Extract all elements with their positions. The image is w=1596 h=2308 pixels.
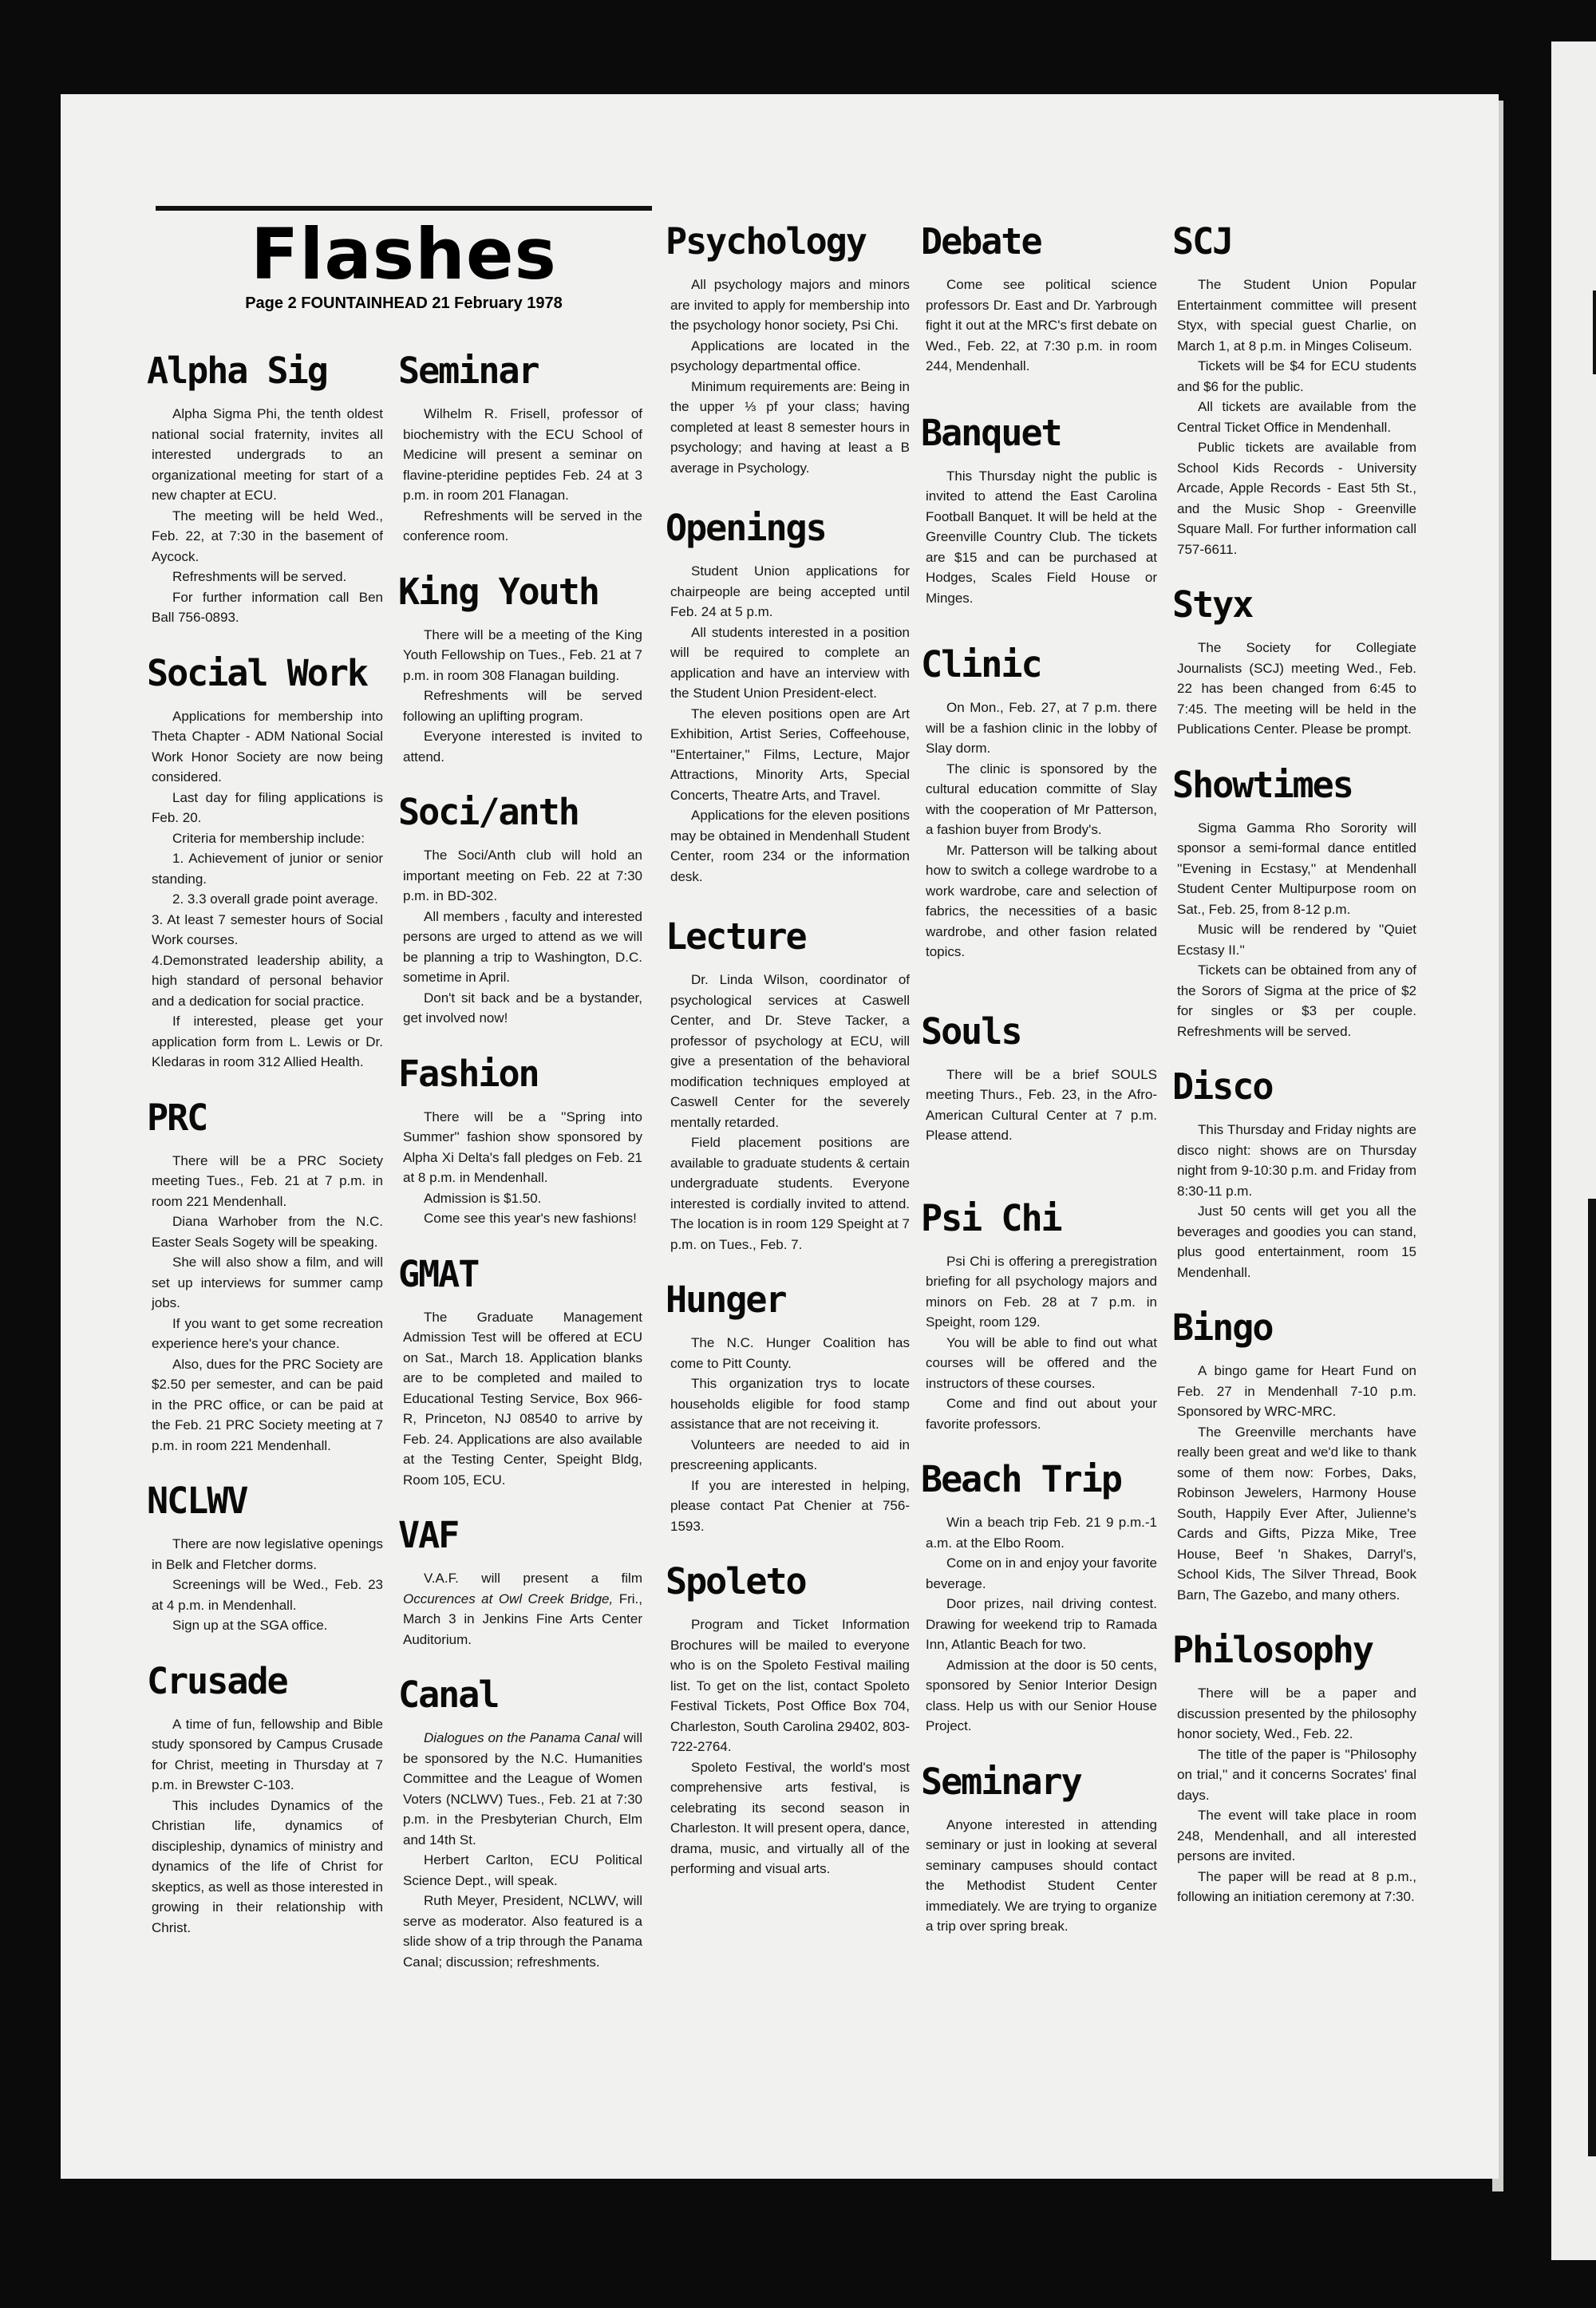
- article-paragraph: Applications for membership into Theta Chapter - ADM National Social Work Honor Society are now being considered.: [152, 708, 383, 784]
- article-heading: Clinic: [921, 643, 1041, 686]
- article-paragraph: Alpha Sigma Phi, the tenth oldest national social fraternity, invites all interested undergrads to an organizational meeting for start of a new chapter at ECU.: [152, 406, 383, 503]
- article-paragraph: There will be a meeting of the King Youth Fellowship on Tues., Feb. 21 at 7 p.m. in room 308 Flanagan building.: [403, 626, 642, 683]
- article-beach-trip: [921, 1458, 1157, 1737]
- article-paragraph: This organization trys to locate households eligible for food stamp assistance that are not receiving it.: [670, 1376, 910, 1432]
- article-vaf: [398, 1514, 642, 1650]
- article-paragraph: Just 50 cents will get you all the beverages and goodies you can stand, plus good entertainment, room 15 Mendenhall.: [1177, 1203, 1416, 1280]
- article-heading: Souls: [921, 1010, 1021, 1053]
- article-paragraph: Come on in and enjoy your favorite beverage.: [926, 1555, 1157, 1591]
- article-paragraph: Refreshments will be served in the conference room.: [403, 508, 642, 543]
- article-paragraph: Anyone interested in attending seminary or just in looking at several seminary campuses should contact the Methodist Student Center immediately. We are trying to organize a trip over spring break.: [926, 1816, 1157, 1934]
- article-paragraph: The Soci/Anth club will hold an important meeting on Feb. 22 at 7:30 p.m. in BD-302.: [403, 848, 642, 903]
- article-paragraph: 2. 3.3 overall grade point average.: [172, 891, 379, 907]
- column-5: [1172, 220, 1416, 1931]
- article-heading: Banquet: [921, 411, 1061, 454]
- article-nclwv: [147, 1480, 383, 1636]
- article-paragraph: If you want to get some recreation experience here's your chance.: [152, 1315, 383, 1351]
- article-paragraph: Program and Ticket Information Brochures will be mailed to everyone who is on the Spoleto Festival mailing list. To get on the list, contact Spoleto Festival Tickets, Post Office Box 704, Charleston, South Carolina 29402, 803-722-2764.: [670, 1617, 910, 1754]
- article-heading: Styx: [1172, 583, 1253, 626]
- article-paragraph: There will be a ''Spring into Summer'' fashion show sponsored by Alpha Xi Delta's fall pledges on Feb. 21 at 8 p.m. in Mendenhall.: [403, 1109, 642, 1185]
- program-title: Dialogues on the Panama Canal: [424, 1730, 620, 1745]
- article-clinic: [921, 643, 1157, 962]
- article-paragraph: The eleven positions open are Art Exhibition, Artist Series, Coffeehouse, ''Entertainer,'' Films, Lecture, Major Attractions, Minority Arts, Special Concerts, Theatre Arts, and Travel.: [670, 705, 910, 803]
- article-openings: [666, 507, 910, 887]
- masthead: [156, 206, 652, 313]
- article-paragraph: Mr. Patterson will be talking about how to switch a college wardrobe to a work wardrobe, care and selection of fabrics, the necessities of a basic wardrobe, and other fasion related topics.: [926, 842, 1157, 959]
- article-heading: VAF: [398, 1514, 459, 1556]
- article-paragraph: This Thursday night the public is invited to attend the East Carolina Football Banquet. It will be held at the Greenville Country Club. The tickets are $15 and can be purchased at Hodges, Scales Field House or Minges.: [926, 468, 1157, 606]
- article-paragraph: Ruth Meyer, President, NCLWV, will serve as moderator. Also featured is a slide show of a trip through the Panama Canal; discussion; refreshments.: [403, 1893, 642, 1970]
- article-fashion: [398, 1052, 642, 1229]
- article-paragraph: Screenings will be Wed., Feb. 23 at 4 p.m. in Mendenhall.: [152, 1577, 383, 1613]
- article-paragraph: All students interested in a position will be required to complete an application and have an interview with the Student Union President-elect.: [670, 624, 910, 701]
- article-paragraph: A time of fun, fellowship and Bible study sponsored by Campus Crusade for Christ, meeting in Thursday at 7 p.m. in Brewster C-103.: [152, 1716, 383, 1792]
- article-heading: Debate: [921, 220, 1041, 263]
- article-paragraph: Door prizes, nail driving contest. Drawing for weekend trip to Ramada Inn, Atlantic Beach for two.: [926, 1596, 1157, 1652]
- article-heading: Seminar: [398, 350, 539, 392]
- article-heading: Philosophy: [1172, 1629, 1373, 1671]
- article-psychology: [666, 220, 910, 478]
- article-soci-anth: [398, 791, 642, 1029]
- article-paragraph: Tickets will be $4 for ECU students and $6 for the public.: [1177, 358, 1416, 394]
- vaf-details-text: Fri., March 3 in Jenkins Fine Arts Center Auditorium.: [403, 1591, 642, 1647]
- article-paragraph: Field placement positions are available to graduate students & certain undergraduate students. Everyone interested is cordially invited to attend. The location is in room 129 Speight at 7 p.m. on Tues., Feb. 7.: [670, 1135, 910, 1252]
- article-bingo: [1172, 1306, 1416, 1605]
- article-paragraph: Wilhelm R. Frisell, professor of biochemistry with the ECU School of Medicine will present a seminar on flavine-pteridine peptides Feb. 24 at 3 p.m. in room 201 Flanagan.: [403, 406, 642, 503]
- article-paragraph: Admission is $1.50.: [424, 1190, 542, 1206]
- article-heading: Social Work: [147, 651, 368, 694]
- article-showtimes: [1172, 763, 1416, 1042]
- article-paragraph: For further information call Ben Ball 756-0893.: [152, 589, 383, 625]
- article-paragraph: Come see this year's new fashions!: [424, 1211, 637, 1226]
- article-heading: Psychology: [666, 220, 866, 263]
- article-paragraph: This includes Dynamics of the Christian life, dynamics of discipleship, dynamics of ministry and dynamics of the life of Christ for skeptics, as well as those interested in growing in their relationship with Christ.: [152, 1797, 383, 1935]
- article-paragraph: Admission at the door is 50 cents, sponsored by Senior Interior Design class. Help us with our Senior House Project.: [926, 1657, 1157, 1733]
- canal-details-text: will be sponsored by the N.C. Humanities Committee and the League of Women Voters (NCLWV) Tues., Feb. 21 at 7:30 p.m. in the Presbyterian Church, Elm and 14th St.: [403, 1730, 642, 1848]
- article-paragraph: Diana Warhober from the N.C. Easter Seals Sogety will be speaking.: [152, 1214, 383, 1250]
- article-heading: Psi Chi: [921, 1196, 1061, 1239]
- article-paragraph: Everyone interested is invited to attend.: [403, 729, 642, 765]
- article-heading: Soci/anth: [398, 791, 579, 833]
- article-heading: Fashion: [398, 1052, 539, 1095]
- article-paragraph: The meeting will be held Wed., Feb. 22, at 7:30 in the basement of Aycock.: [152, 508, 383, 564]
- article-paragraph: There are now legislative openings in Belk and Fletcher dorms.: [152, 1536, 383, 1572]
- article-paragraph: Sigma Gamma Rho Sorority will sponsor a semi-formal dance entitled ''Evening in Ecstasy,'' at Mendenhall Student Center Multipurpose room on Sat., Feb. 25, from 8-12 p.m.: [1177, 820, 1416, 917]
- article-paragraph: There will be a paper and discussion presented by the philosophy honor society, Wed., Feb. 22.: [1177, 1686, 1416, 1741]
- page-dateline: Page 2 FOUNTAINHEAD 21 February 1978: [245, 294, 563, 312]
- article-canal: [398, 1674, 642, 1972]
- article-scj: [1172, 220, 1416, 559]
- article-paragraph: You will be able to find out what courses will be offered and the instructors of these courses.: [926, 1334, 1157, 1391]
- article-paragraph: [403, 1568, 642, 1650]
- article-heading: Alpha Sig: [147, 350, 327, 392]
- article-paragraph: The clinic is sponsored by the cultural education committe of Slay with the cooperation of Mr Patterson, a fashion buyer from Brody's.: [926, 761, 1157, 837]
- article-paragraph: Refreshments will be served.: [172, 569, 347, 584]
- article-paragraph: Win a beach trip Feb. 21 9 p.m.-1 a.m. at the Elbo Room.: [926, 1515, 1157, 1551]
- article-heading: Canal: [398, 1674, 499, 1716]
- article-paragraph: Tickets can be obtained from any of the Sorors of Sigma at the price of $2 for singles or $3 per couple. Refreshments will be served.: [1177, 962, 1416, 1039]
- article-paragraph: The title of the paper is ''Philosophy on trial,'' and it concerns Socrates' final days.: [1177, 1746, 1416, 1803]
- article-paragraph: Dr. Linda Wilson, coordinator of psychological services at Caswell Center, and Dr. Steve Tacker, a professor of psychology at ECU, will give a presentation of the behavioral modification techniques employed at Caswell Center for the severely mentally retarded.: [670, 972, 910, 1130]
- article-paragraph: This Thursday and Friday nights are disco night: shows are on Thursday night from 9-10:30 p.m. and Friday from 8:30-11 p.m.: [1177, 1122, 1416, 1199]
- article-paragraph: Criteria for membership include:: [172, 830, 365, 846]
- article-paragraph: Psi Chi is offering a preregistration briefing for all psychology majors and minors on Feb. 28 at 7 p.m. in Speight, room 129.: [926, 1253, 1157, 1330]
- article-paragraph: Sign up at the SGA office.: [172, 1618, 328, 1633]
- film-title: Occurences at Owl Creek Bridge,: [403, 1591, 614, 1607]
- article-paragraph: 4.Demonstrated leadership ability, a high standard of personal behavior and a dedication for social practice.: [152, 952, 383, 1009]
- article-paragraph: 1. Achievement of junior or senior standing.: [152, 851, 383, 887]
- article-paragraph: The N.C. Hunger Coalition has come to Pitt County.: [670, 1335, 910, 1371]
- article-king-youth: [398, 570, 642, 768]
- article-heading: PRC: [147, 1096, 207, 1139]
- article-paragraph: Don't sit back and be a bystander, get involved now!: [403, 990, 642, 1026]
- article-paragraph: If interested, please get your application form from L. Lewis or Dr. Kledaras in room 312 Allied Health.: [152, 1014, 383, 1069]
- article-paragraph: Student Union applications for chairpeople are being accepted until Feb. 24 at 5 p.m.: [670, 563, 910, 619]
- article-paragraph: All members , faculty and interested persons are urged to attend as we will be planning a trip to Washington, D.C. sometime in April.: [403, 908, 642, 985]
- article-gmat: [398, 1252, 642, 1491]
- article-paragraph: Volunteers are needed to aid in prescreening applicants.: [670, 1437, 910, 1472]
- article-paragraph: Refreshments will be served following an uplifting program.: [403, 688, 642, 724]
- article-heading: King Youth: [398, 570, 598, 613]
- article-heading: Lecture: [666, 915, 806, 958]
- article-heading: Seminary: [921, 1760, 1081, 1803]
- article-heading: Spoleto: [666, 1560, 806, 1603]
- article-paragraph: There will be a PRC Society meeting Tues., Feb. 21 at 7 p.m. in room 221 Mendenhall.: [152, 1152, 383, 1209]
- article-heading: GMAT: [398, 1252, 479, 1295]
- article-paragraph: The Student Union Popular Entertainment committee will present Styx, with special guest Charlie, on March 1, at 8 p.m. in Minges Coliseum.: [1177, 277, 1416, 354]
- article-paragraph: Public tickets are available from School Kids Records - University Arcade, Apple Records - East 5th St., and the Music Shop - Greenville Square Mall. For further information call 757-6611.: [1177, 440, 1416, 557]
- column-1: [147, 350, 383, 1962]
- article-heading: Openings: [666, 507, 826, 549]
- article-crusade: [147, 1659, 383, 1938]
- article-debate: [921, 220, 1157, 377]
- article-paragraph: Applications for the eleven positions may be obtained in Mendenhall Student Center, room 234 or the information desk.: [670, 808, 910, 884]
- article-paragraph: The paper will be read at 8 p.m., following an initiation ceremony at 7:30.: [1177, 1868, 1416, 1904]
- article-paragraph: [403, 1728, 642, 1850]
- vaf-intro-text: V.A.F. will present a film: [424, 1571, 642, 1586]
- article-lecture: [666, 915, 910, 1255]
- article-heading: Disco: [1172, 1065, 1273, 1108]
- column-2: [398, 350, 642, 1996]
- article-heading: Hunger: [666, 1278, 786, 1321]
- article-psi-chi: [921, 1196, 1157, 1435]
- article-paragraph: 3. At least 7 semester hours of Social Work courses.: [152, 911, 383, 947]
- article-souls: [921, 1010, 1157, 1146]
- article-seminary: [921, 1760, 1157, 1937]
- article-styx: [1172, 583, 1416, 740]
- adjacent-page-box-edge: [1588, 1199, 1596, 2156]
- article-paragraph: If you are interested in helping, please contact Pat Chenier at 756-1593.: [670, 1477, 910, 1534]
- article-prc: [147, 1096, 383, 1456]
- article-paragraph: Come see political science professors Dr. East and Dr. Yarbrough fight it out at the MRC's first debate on Wed., Feb. 22, at 7:30 p.m. in room 244, Mendenhall.: [926, 277, 1157, 373]
- article-paragraph: The Society for Collegiate Journalists (SCJ) meeting Wed., Feb. 22 has been changed from 6:45 to 7:45. The meeting will be held in the Publications Center. Please be prompt.: [1177, 640, 1416, 737]
- article-paragraph: Music will be rendered by ''Quiet Ecstasy II.'': [1177, 922, 1416, 958]
- article-paragraph: A bingo game for Heart Fund on Feb. 27 in Mendenhall 7-10 p.m. Sponsored by WRC-MRC.: [1177, 1363, 1416, 1419]
- article-paragraph: On Mon., Feb. 27, at 7 p.m. there will be a fashion clinic in the lobby of Slay dorm.: [926, 700, 1157, 756]
- adjacent-page-sliver: [1551, 41, 1596, 2260]
- article-paragraph: Also, dues for the PRC Society are $2.50 per semester, and can be paid in the PRC office, or can be paid at the Feb. 21 PRC Society meeting at 7 p.m. in room 221 Mendenhall.: [152, 1356, 383, 1453]
- article-spoleto: [666, 1560, 910, 1879]
- article-heading: Bingo: [1172, 1306, 1273, 1349]
- article-alpha-sig: [147, 350, 383, 628]
- article-hunger: [666, 1278, 910, 1536]
- article-heading: SCJ: [1172, 220, 1233, 263]
- article-banquet: [921, 411, 1157, 609]
- article-paragraph: All psychology majors and minors are invited to apply for membership into the psychology honor society, Psi Chi.: [670, 277, 910, 333]
- article-paragraph: She will also show a film, and will set up interviews for summer camp jobs.: [152, 1255, 383, 1310]
- article-paragraph: The event will take place in room 248, Mendenhall, and all interested persons are invited.: [1177, 1808, 1416, 1863]
- article-seminar: [398, 350, 642, 547]
- article-paragraph: Come and find out about your favorite professors.: [926, 1396, 1157, 1432]
- article-paragraph: The Greenville merchants have really been great and we'd like to thank some of them now: Forbes, Daks, Robinson Jewelers, Harmony House South, Happily Ever After, Julienne's Cards and Gifts, Pizza Mike, Tree House, Beef 'n Shakes, Darryl's, School Kids, The Silver Thread, Book Barn, The Gazebo, and many others.: [1177, 1424, 1416, 1603]
- article-paragraph: Minimum requirements are: Being in the upper ⅓ pf your class; having completed at least 8 semester hours in psychology; and having at least a B average in Psychology.: [670, 378, 910, 476]
- article-heading: Crusade: [147, 1659, 287, 1702]
- article-heading: Beach Trip: [921, 1458, 1121, 1500]
- article-paragraph: The Graduate Management Admission Test will be offered at ECU on Sat., March 18. Application blanks are to be completed and mailed to Educational Testing Service, Box 966-R, Princeton, NJ 08540 to arrive by Feb. 24. Applications are also available at the Testing Center, Speight Bldg, Room 105, ECU.: [403, 1309, 642, 1488]
- article-paragraph: Spoleto Festival, the world's most comprehensive arts festival, is celebrating its second season in Charleston. It will present opera, dance, drama, music, and virtually all of the performing and visual arts.: [670, 1759, 910, 1876]
- article-heading: Showtimes: [1172, 763, 1353, 806]
- column-4-body: [921, 220, 1157, 1961]
- article-social-work: [147, 651, 383, 1073]
- column-3: [666, 220, 910, 1903]
- adjacent-page-rule: [1593, 290, 1596, 374]
- article-heading: NCLWV: [147, 1480, 247, 1522]
- article-paragraph: Applications are located in the psychology departmental office.: [670, 338, 910, 373]
- page-title: Flashes: [251, 213, 557, 295]
- article-paragraph: All tickets are available from the Central Ticket Office in Mendenhall.: [1177, 399, 1416, 435]
- article-paragraph: Herbert Carlton, ECU Political Science Dept., will speak.: [403, 1852, 642, 1888]
- article-paragraph: There will be a brief SOULS meeting Thurs., Feb. 23, in the Afro-American Cultural Center at 7 p.m. Please attend.: [926, 1066, 1157, 1143]
- article-disco: [1172, 1065, 1416, 1282]
- article-paragraph: Last day for filing applications is Feb. 20.: [152, 789, 383, 825]
- article-philosophy: [1172, 1629, 1416, 1907]
